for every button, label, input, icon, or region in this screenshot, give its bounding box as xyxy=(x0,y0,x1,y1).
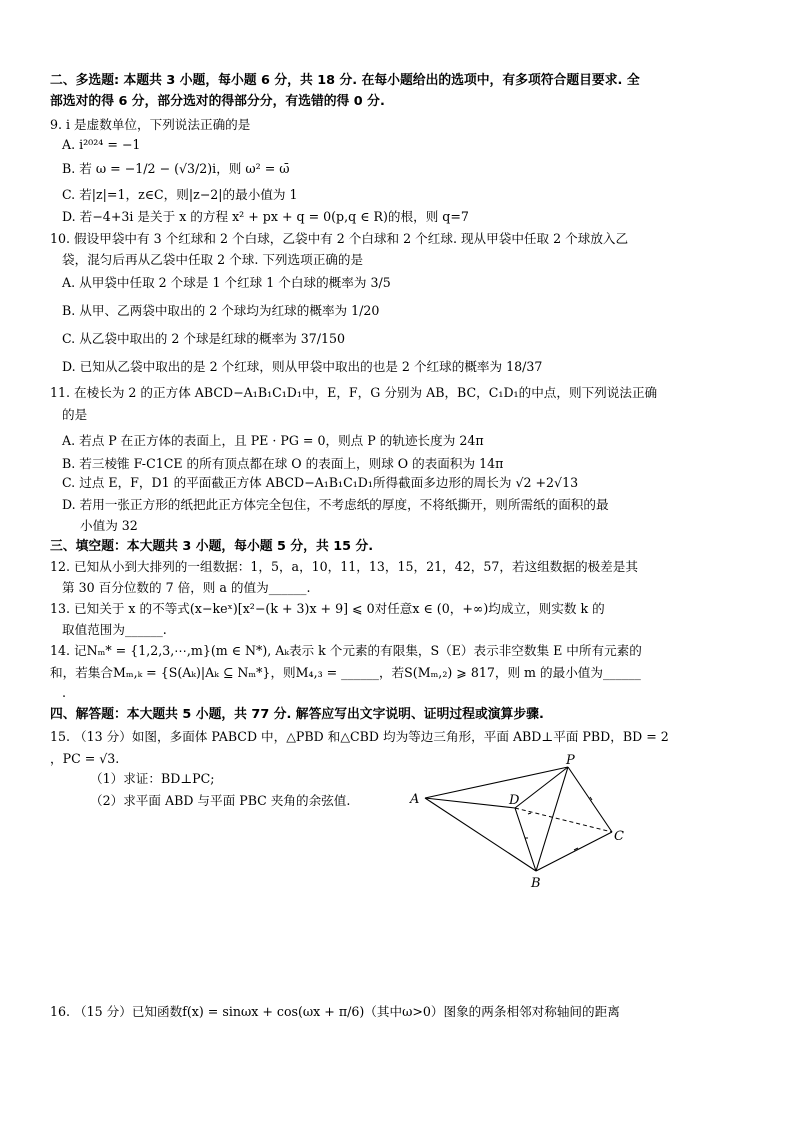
q10-option-c: C. 从乙袋中取出的 2 个球是红球的概率为 37/150 xyxy=(62,331,346,346)
edge-pb xyxy=(536,767,568,871)
q11-option-d-line1: D. 若用一张正方形的纸把此正方体完全包住，不考虑纸的厚度，不将纸撕开，则所需纸的面积的最 xyxy=(62,497,609,512)
q12-line2: 第 30 百分位数的 7 倍，则 a 的值为______. xyxy=(62,580,311,595)
q10-option-b: B. 从甲、乙两袋中取出的 2 个球均为红球的概率为 1/20 xyxy=(62,303,380,318)
edge-db xyxy=(515,808,536,871)
q10-stem-line1: 10. 假设甲袋中有 3 个红球和 2 个白球，乙袋中有 2 个白球和 2 个红球. 现从甲袋中任取 2 个球放入乙 xyxy=(50,231,629,246)
edge-bc xyxy=(536,832,612,871)
q13-line2: 取值范围为______. xyxy=(62,622,167,637)
tick-mark xyxy=(528,813,531,814)
q9-option-d: D. 若−4+3i 是关于 x 的方程 x² + px + q = 0(p,q ∈ R)的根，则 q=7 xyxy=(62,209,469,224)
vertex-label-c: C xyxy=(614,829,624,844)
q10-option-a: A. 从甲袋中任取 2 个球是 1 个红球 1 个白球的概率为 3/5 xyxy=(62,275,391,290)
q14-line3: . xyxy=(62,685,67,700)
q15-line2: ，PC = √3. xyxy=(50,751,120,766)
q12-line1: 12. 已知从小到大排列的一组数据：1，5，a，10，11，13，15，21，42，57，若这组数据的极差是其 xyxy=(50,559,638,574)
vertex-label-d: D xyxy=(509,793,520,808)
q11-option-a: A. 若点 P 在正方体的表面上，且 PE · PG = 0，则点 P 的轨迹长度为 24π xyxy=(62,433,484,448)
edge-dc-hidden xyxy=(515,808,612,832)
vertex-label-b: B xyxy=(531,876,541,891)
q15-part1: （1）求证：BD⊥PC; xyxy=(90,771,215,786)
q9-option-a: A. i²⁰²⁴ = −1 xyxy=(62,137,141,152)
section-3-heading: 三、填空题：本大题共 3 小题，每小题 5 分，共 15 分. xyxy=(50,539,374,554)
polyhedron-diagram xyxy=(400,752,640,892)
section-4-heading: 四、解答题：本大题共 5 小题，共 77 分. 解答应写出文字说明、证明过程或演算步骤. xyxy=(50,707,544,722)
edge-pc xyxy=(568,767,612,832)
edge-ap xyxy=(425,767,568,798)
q11-stem-line1: 11. 在棱长为 2 的正方体 ABCD−A₁B₁C₁D₁中，E，F，G 分别为 AB，BC，C₁D₁的中点，则下列说法正确 xyxy=(50,385,658,400)
q9-option-c: C. 若|z|=1，z∈C，则|z−2|的最小值为 1 xyxy=(62,187,298,202)
q15-part2: （2）求平面 ABD 与平面 PBC 夹角的余弦值. xyxy=(90,793,351,808)
q10-stem-line2: 袋，混匀后再从乙袋中任取 2 个球. 下列选项正确的是 xyxy=(62,252,364,267)
q11-option-b: B. 若三棱锥 F-C1CE 的所有顶点都在球 O 的表面上，则球 O 的表面积为 14π xyxy=(62,456,504,471)
section-2-heading-line1: 二、多选题: 本题共 3 小题，每小题 6 分，共 18 分. 在每小题给出的选项中，有多项符合题目要求. 全 xyxy=(50,73,640,88)
q16-line1: 16. （15 分）已知函数f(x) = sinωx + cos(ωx + π/6)（其中ω>0）图象的两条相邻对称轴间的距离 xyxy=(50,1004,620,1019)
vertex-label-a: A xyxy=(410,792,420,807)
q11-stem-line2: 的是 xyxy=(62,407,88,422)
edge-ab xyxy=(425,798,536,871)
q11-option-c: C. 过点 E，F，D1 的平面截正方体 ABCD−A₁B₁C₁D₁所得截面多边形的周长为 √2 +2√13 xyxy=(62,475,579,490)
q14-line1: 14. 记Nₘ* = {1,2,3,⋯,m}(m ∈ N*), Aₖ表示 k 个元素的有限集，S（E）表示非空数集 E 中所有元素的 xyxy=(50,643,642,658)
q13-line1: 13. 已知关于 x 的不等式(x−keˣ)[x²−(k + 3)x + 9] ⩽ 0对任意x ∈ (0，+∞)均成立，则实数 k 的 xyxy=(50,601,605,616)
q11-option-d-line2: 小值为 32 xyxy=(80,518,138,533)
q10-option-d: D. 已知从乙袋中取出的是 2 个红球，则从甲袋中取出的也是 2 个红球的概率为 18/37 xyxy=(62,359,543,374)
vertex-label-p: P xyxy=(566,753,575,768)
q15-line1: 15. （13 分）如图，多面体 PABCD 中，△PBD 和△CBD 均为等边三角形，平面 ABD⊥平面 PBD，BD = 2 xyxy=(50,729,669,744)
q9-stem: 9. i 是虚数单位，下列说法正确的是 xyxy=(50,117,251,132)
q9-option-b: B. 若 ω = −1/2 − (√3/2)i，则 ω² = ω̄ xyxy=(62,161,290,176)
section-2-heading-line2: 部选对的得 6 分，部分选对的得部分分，有选错的得 0 分. xyxy=(50,94,385,109)
q14-line2: 和，若集合Mₘ,ₖ = {S(Aₖ)|Aₖ ⊆ Nₘ*}，则M₄,₃ = ______，若S(Mₘ,₂) ⩾ 817，则 m 的最小值为______ xyxy=(50,665,641,680)
